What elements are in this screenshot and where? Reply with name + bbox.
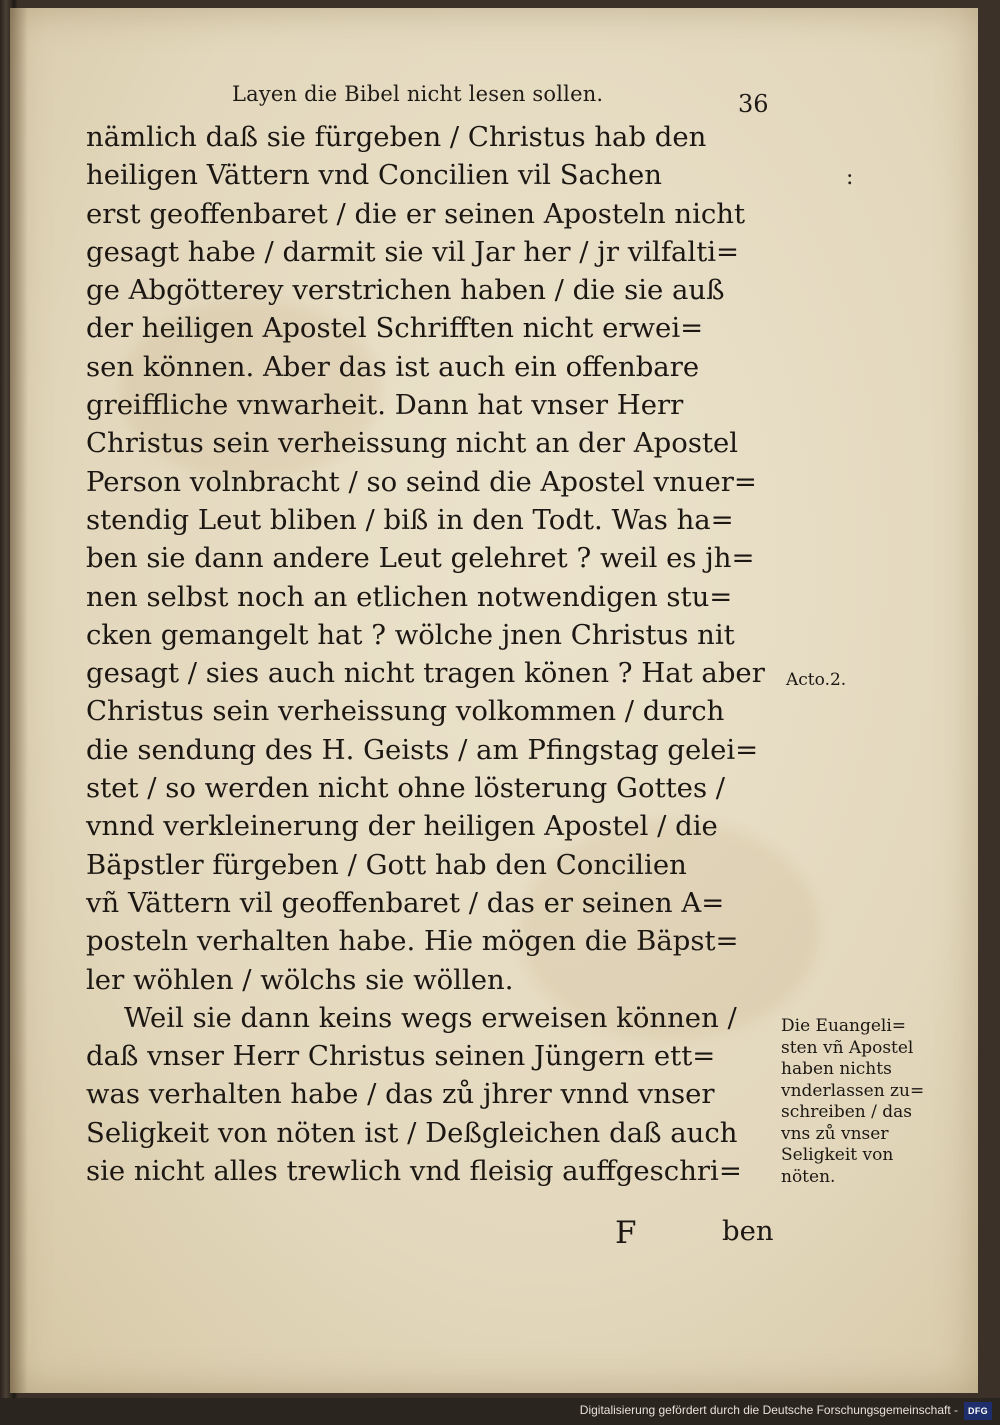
text-line: nämlich daß sie fürgeben / Christus hab den: [86, 121, 707, 153]
text-line: cken gemangelt hat ? wölche jnen Christus nit: [86, 618, 735, 651]
text-line: nen selbst noch an etlichen notwendigen stu=: [86, 580, 733, 613]
text-line: ge Abgötterey verstrichen haben / die sie auß: [86, 274, 725, 307]
text-line: Christus sein verheissung volkommen / durch: [86, 695, 725, 728]
text-line: vñ Vättern vil geoffenbaret / das er seinen A=: [86, 886, 725, 919]
text-line: Person volnbracht / so seind die Apostel vnuer=: [86, 465, 757, 498]
text-line: greiffliche vnwarheit. Dann hat vnser Herr: [86, 389, 684, 422]
margin-mark: :: [846, 165, 854, 190]
text-line: was verhalten habe / das zů jhrer vnnd vnser: [86, 1078, 715, 1111]
funding-credit: Digitalisierung gefördert durch die Deutsche Forschungsgemeinschaft -: [579, 1403, 958, 1417]
running-head: Layen die Bibel nicht lesen sollen.: [232, 82, 604, 106]
margin-note-line: nöten.: [781, 1166, 836, 1187]
text-line: gesagt habe / darmit sie vil Jar her / jr vilfalti=: [86, 235, 740, 268]
margin-note-line: sten vñ Apostel: [781, 1037, 914, 1058]
footer-bar: [0, 1398, 1000, 1425]
margin-note-line: Die Euangeli=: [781, 1016, 907, 1036]
text-line: die sendung des H. Geists / am Pfingstag gelei=: [86, 733, 759, 766]
text-line: vnnd verkleinerung der heiligen Apostel / die: [86, 810, 718, 843]
signature-mark: F: [615, 1215, 637, 1251]
text-line: heiligen Vättern vnd Concilien vil Sachen: [86, 159, 663, 192]
text-line: posteln verhalten habe. Hie mögen die Bäpst=: [86, 925, 739, 958]
margin-note-line: haben nichts: [781, 1059, 892, 1079]
margin-note-line: vns zů vnser: [781, 1123, 889, 1144]
text-line: Christus sein verheissung nicht an der Apostel: [86, 427, 739, 460]
text-line: sie nicht alles trewlich vnd fleisig auffgeschri=: [86, 1155, 742, 1188]
margin-note-line: schreiben / das: [781, 1102, 912, 1122]
text-line: Weil sie dann keins wegs erweisen können /: [124, 1001, 737, 1034]
catchword: ben: [722, 1215, 774, 1247]
text-line: erst geoffenbaret / die er seinen Aposteln nicht: [86, 197, 746, 230]
page-gutter-shadow: [10, 8, 28, 1393]
margin-note-reference: Acto.2.: [786, 670, 847, 690]
body-text: [86, 118, 786, 1190]
text-line: ben sie dann andere Leut gelehret ? weil es jh=: [86, 542, 755, 575]
text-line: daß vnser Herr Christus seinen Jüngern ett=: [86, 1040, 716, 1073]
text-line: stet / so werden nicht ohne lösterung Gottes /: [86, 772, 726, 805]
text-line: ler wöhlen / wölchs sie wöllen.: [86, 963, 514, 996]
text-line: Seligkeit von nöten ist / Deßgleichen daß auch: [86, 1116, 738, 1149]
text-line: gesagt / sies auch nicht tragen könen ? Hat aber: [86, 657, 765, 690]
margin-note: [781, 1016, 924, 1188]
text-line: Bäpstler fürgeben / Gott hab den Concilien: [86, 848, 687, 881]
margin-note-line: vnderlassen zu=: [781, 1080, 925, 1101]
margin-note-line: Seligkeit von: [781, 1145, 894, 1165]
text-line: der heiligen Apostel Schrifften nicht erwei=: [86, 312, 704, 345]
dfg-logo: DFG: [964, 1402, 992, 1420]
text-line: stendig Leut bliben / biß in den Todt. Was ha=: [86, 503, 734, 536]
text-line: sen können. Aber das ist auch ein offenbare: [86, 350, 700, 383]
folio-number: 36: [738, 90, 769, 118]
